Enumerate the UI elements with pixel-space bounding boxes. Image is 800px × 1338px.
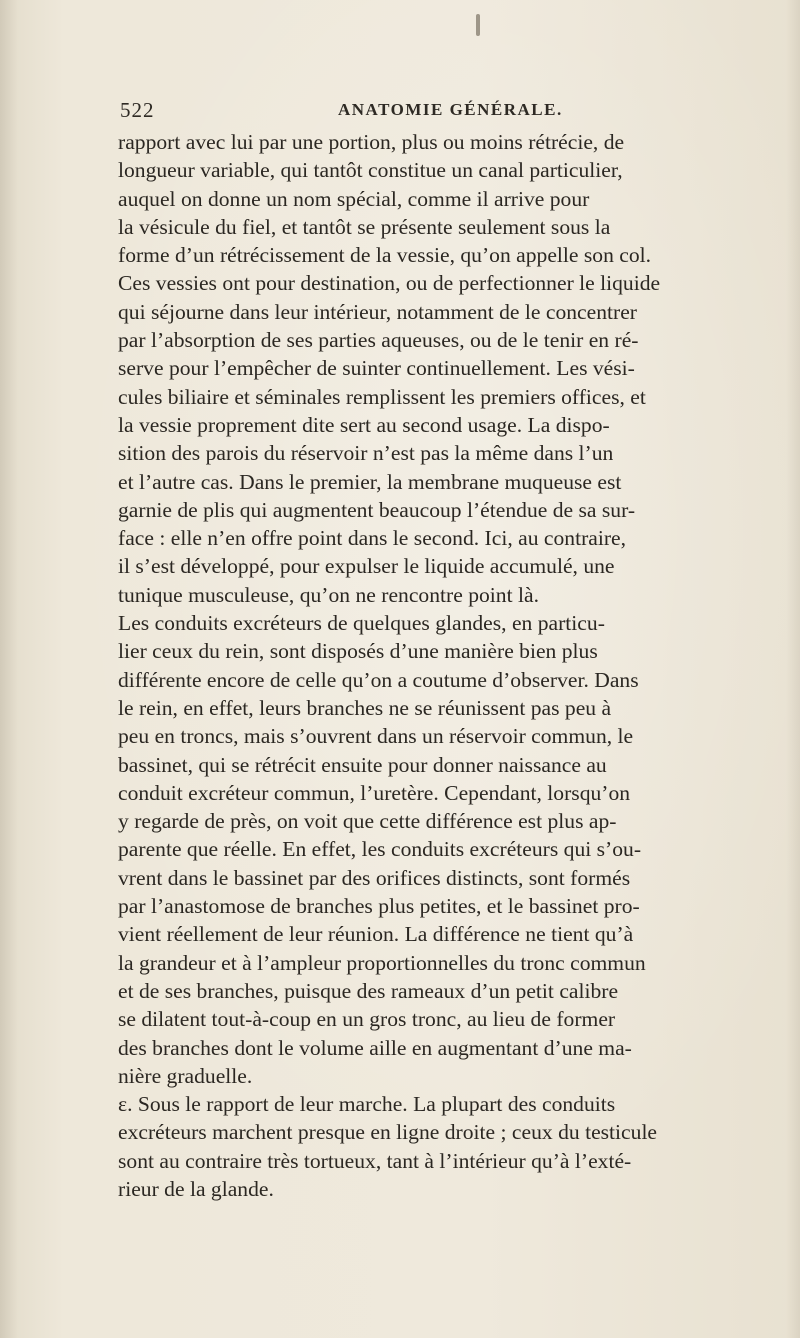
text-line: Les conduits excréteurs de quelques glandes, en particu- [118,611,605,636]
text-line: auquel on donne un nom spécial, comme il arrive pour [118,186,590,211]
text-line: la vessie proprement dite sert au second usage. La dispo- [118,412,610,437]
text-line: nière graduelle. [118,1063,253,1088]
text-line: il s’est développé, pour expulser le liquide accumulé, une [118,554,615,579]
text-line: garnie de plis qui augmentent beaucoup l’étendue de sa sur- [118,497,636,522]
text-line: et l’autre cas. Dans le premier, la membrane muqueuse est [118,469,622,494]
text-line: parente que réelle. En effet, les conduits excréteurs qui s’ou- [118,837,642,862]
text-line: conduit excréteur commun, l’uretère. Cependant, lorsqu’on [118,780,631,805]
text-line: y regarde de près, on voit que cette différence est plus ap- [118,809,617,834]
text-line: cules biliaire et séminales remplissent les premiers offices, et [118,384,646,409]
text-line: longueur variable, qui tantôt constitue un canal particulier, [118,158,623,183]
text-line: forme d’un rétrécissement de la vessie, qu’on appelle son col. [118,243,652,268]
text-line: la vésicule du fiel, et tantôt se présente seulement sous la [118,214,611,239]
page-number: 522 [120,98,155,122]
ink-speck [476,14,480,36]
text-line: bassinet, qui se rétrécit ensuite pour donner naissance au [118,752,607,777]
text-line: face : elle n’en offre point dans le second. Ici, au contraire, [118,526,627,551]
text-line: vrent dans le bassinet par des orifices distincts, sont formés [118,865,631,890]
text-line: ε. Sous le rapport de leur marche. La plupart des conduits [118,1092,616,1117]
text-line: et de ses branches, puisque des rameaux d’un petit calibre [118,978,619,1003]
text-line: rapport avec lui par une portion, plus ou moins rétrécie, de [118,130,625,154]
text-line: lier ceux du rein, sont disposés d’une manière bien plus [118,639,598,664]
text-line: rieur de la glande. [118,1176,274,1201]
text-line: par l’anastomose de branches plus petites, et le bassinet pro- [118,894,640,919]
text-line: différente encore de celle qu’on a coutume d’observer. Dans [118,667,639,692]
text-line: peu en troncs, mais s’ouvrent dans un réservoir commun, le [118,724,634,749]
page-right-shadow [786,0,800,1338]
running-head: ANATOMIE GÉNÉRALE. [338,100,563,119]
body-text [118,128,758,1203]
page-left-shadow [0,0,18,1338]
text-line: qui séjourne dans leur intérieur, notamment de le concentrer [118,299,637,324]
text-line: par l’absorption de ses parties aqueuses, ou de le tenir en ré- [118,328,639,353]
text-line: sition des parois du réservoir n’est pas la même dans l’un [118,441,614,466]
text-line: vient réellement de leur réunion. La différence ne tient qu’à [118,922,634,947]
page-header [118,98,708,124]
text-line: tunique musculeuse, qu’on ne rencontre point là. [118,582,539,607]
text-line: serve pour l’empêcher de suinter continuellement. Les vési- [118,356,635,381]
text-line: Ces vessies ont pour destination, ou de perfectionner le liquide [118,271,661,296]
text-line: se dilatent tout-à-coup en un gros tronc, au lieu de former [118,1007,616,1032]
text-line: le rein, en effet, leurs branches ne se réunissent pas peu à [118,695,612,720]
text-line: sont au contraire très tortueux, tant à l’intérieur qu’à l’exté- [118,1148,632,1173]
text-line: excréteurs marchent presque en ligne droite ; ceux du testicule [118,1120,658,1145]
text-line: des branches dont le volume aille en augmentant d’une ma- [118,1035,632,1060]
text-line: la grandeur et à l’ampleur proportionnelles du tronc commun [118,950,646,975]
